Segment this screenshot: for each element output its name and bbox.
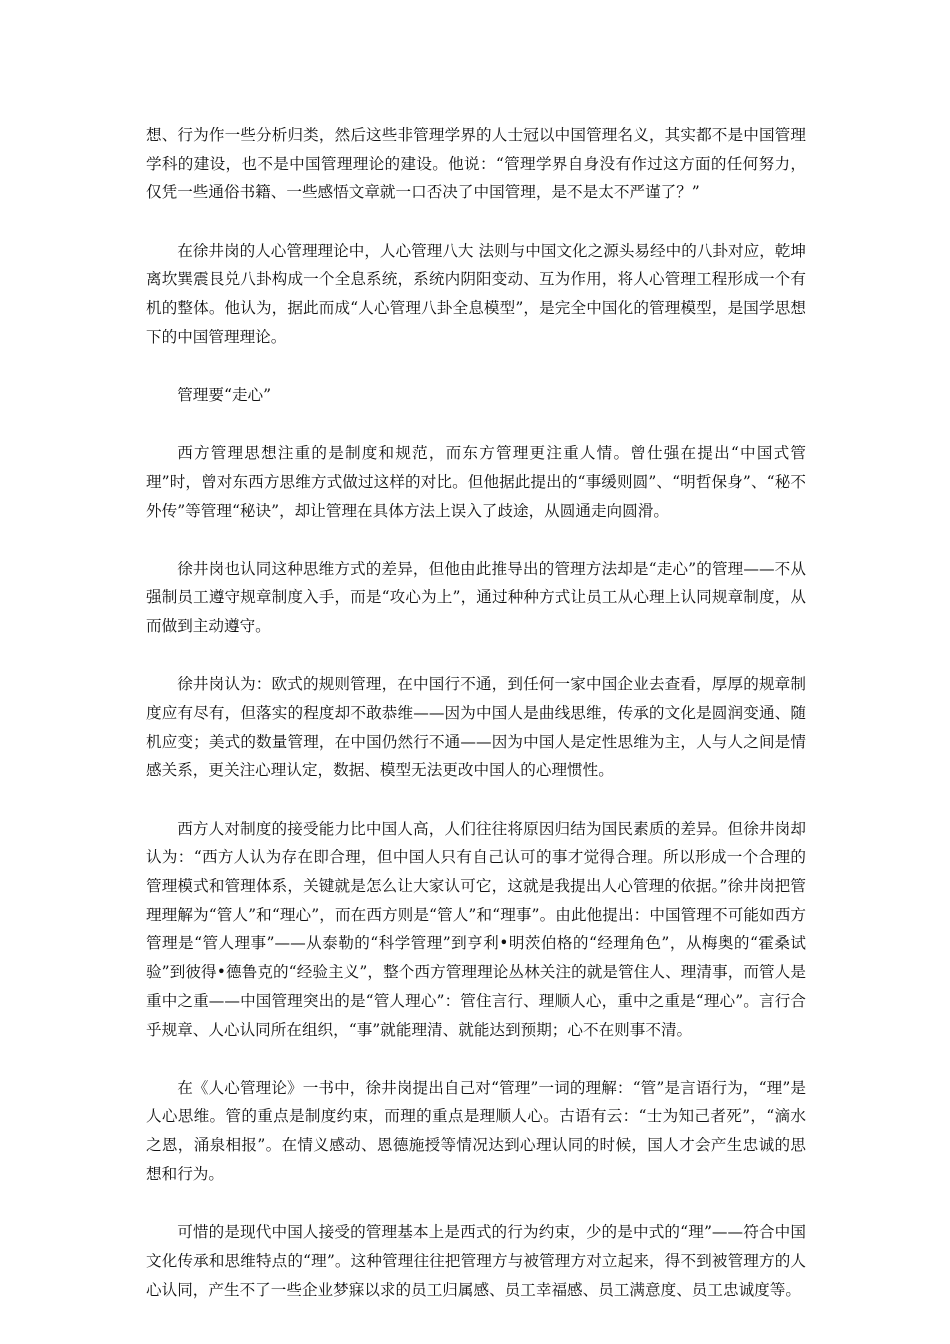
- section-heading: 管理要“走心”: [177, 385, 272, 404]
- paragraph-6: 徐井岗认为：欧式的规则管理，在中国行不通，到任何一家中国企业去查看，厚厚的规章制度应有尽有，但落实的程度却不敢恭维——因为中国人是曲线思维，传承的文化是圆润变通、随机应变；美式的数量管理，在中国仍然行不通——因为中国人是定性思维为主，人与人之间是情感关系，更关注心理认定，数据、模型无法更改中国人的心理惯性。: [146, 675, 806, 780]
- paragraph-8: 在《人心管理论》一书中，徐井岗提出自己对“管理”一词的理解：“管”是言语行为，“理”是人心思维。管的重点是制度约束，而理的重点是理顺人心。古语有云：“士为知己者死”，“滴水之恩，涌泉相报”。在情义感动、恩德施授等情况达到心理认同的时候，国人才会产生忠诚的思想和行为。: [146, 1078, 806, 1183]
- paragraph-2: 在徐井岗的人心管理理论中，人心管理八大 法则与中国文化之源头易经中的八卦对应，乾坤离坎巽震艮兑八卦构成一个全息系统，系统内阴阳变动、互为作用，将人心管理工程形成一个有机的整体。他认为，据此而成“人心管理八卦全息模型”，是完全中国化的管理模型，是国学思想下的中国管理理论。: [146, 241, 806, 346]
- paragraph-5: 徐井岗也认同这种思维方式的差异，但他由此推导出的管理方法却是“走心”的管理——不从强制员工遵守规章制度入手，而是“攻心为上”，通过种种方式让员工从心理上认同规章制度，从而做到主动遵守。: [146, 559, 806, 636]
- paragraph-7: 西方人对制度的接受能力比中国人高，人们往往将原因归结为国民素质的差异。但徐井岗却认为：“西方人认为存在即合理，但中国人只有自己认可的事才觉得合理。所以形成一个合理的管理模式和管理体系，关键就是怎么让大家认可它，这就是我提出人心管理的依据。”徐井岗把管理理解为“管人”和“理心”，而在西方则是“管人”和“理事”。由此他提出：中国管理不可能如西方管理是“管人理事”——从泰勒的“科学管理”到亨利•明茨伯格的“经理角色”，从梅奥的“霍桑试验”到彼得•德鲁克的“经验主义”，整个西方管理理论丛林关注的就是管住人、理清事，而管人是重中之重——中国管理突出的是“管人理心”：管住言行、理顺人心，重中之重是“理心”。言行合乎规章、人心认同所在组织，“事”就能理清、就能达到预期；心不在则事不清。: [146, 819, 806, 1039]
- paragraph-4: 西方管理思想注重的是制度和规范，而东方管理更注重人情。曾仕强在提出“中国式管理”时，曾对东西方思维方式做过这样的对比。但他据此提出的“事缓则圆”、“明哲保身”、“秘不外传”等管理“秘诀”，却让管理在具体方法上误入了歧途，从圆通走向圆滑。: [146, 444, 806, 520]
- document-page: [146, 121, 806, 1334]
- paragraph-9: 可惜的是现代中国人接受的管理基本上是西式的行为约束，少的是中式的“理”——符合中国文化传承和思维特点的“理”。这种管理往往把管理方与被管理方对立起来，得不到被管理方的人心认同，产生不了一些企业梦寐以求的员工归属感、员工幸福感、员工满意度、员工忠诚度等。: [146, 1223, 806, 1299]
- paragraph-1: 想、行为作一些分析归类，然后这些非管理学界的人士冠以中国管理名义，其实都不是中国管理学科的建设，也不是中国管理理论的建设。他说：“管理学界自身没有作过这方面的任何努力，仅凭一些通俗书籍、一些感悟文章就一口否决了中国管理，是不是太不严谨了？”: [146, 126, 806, 202]
